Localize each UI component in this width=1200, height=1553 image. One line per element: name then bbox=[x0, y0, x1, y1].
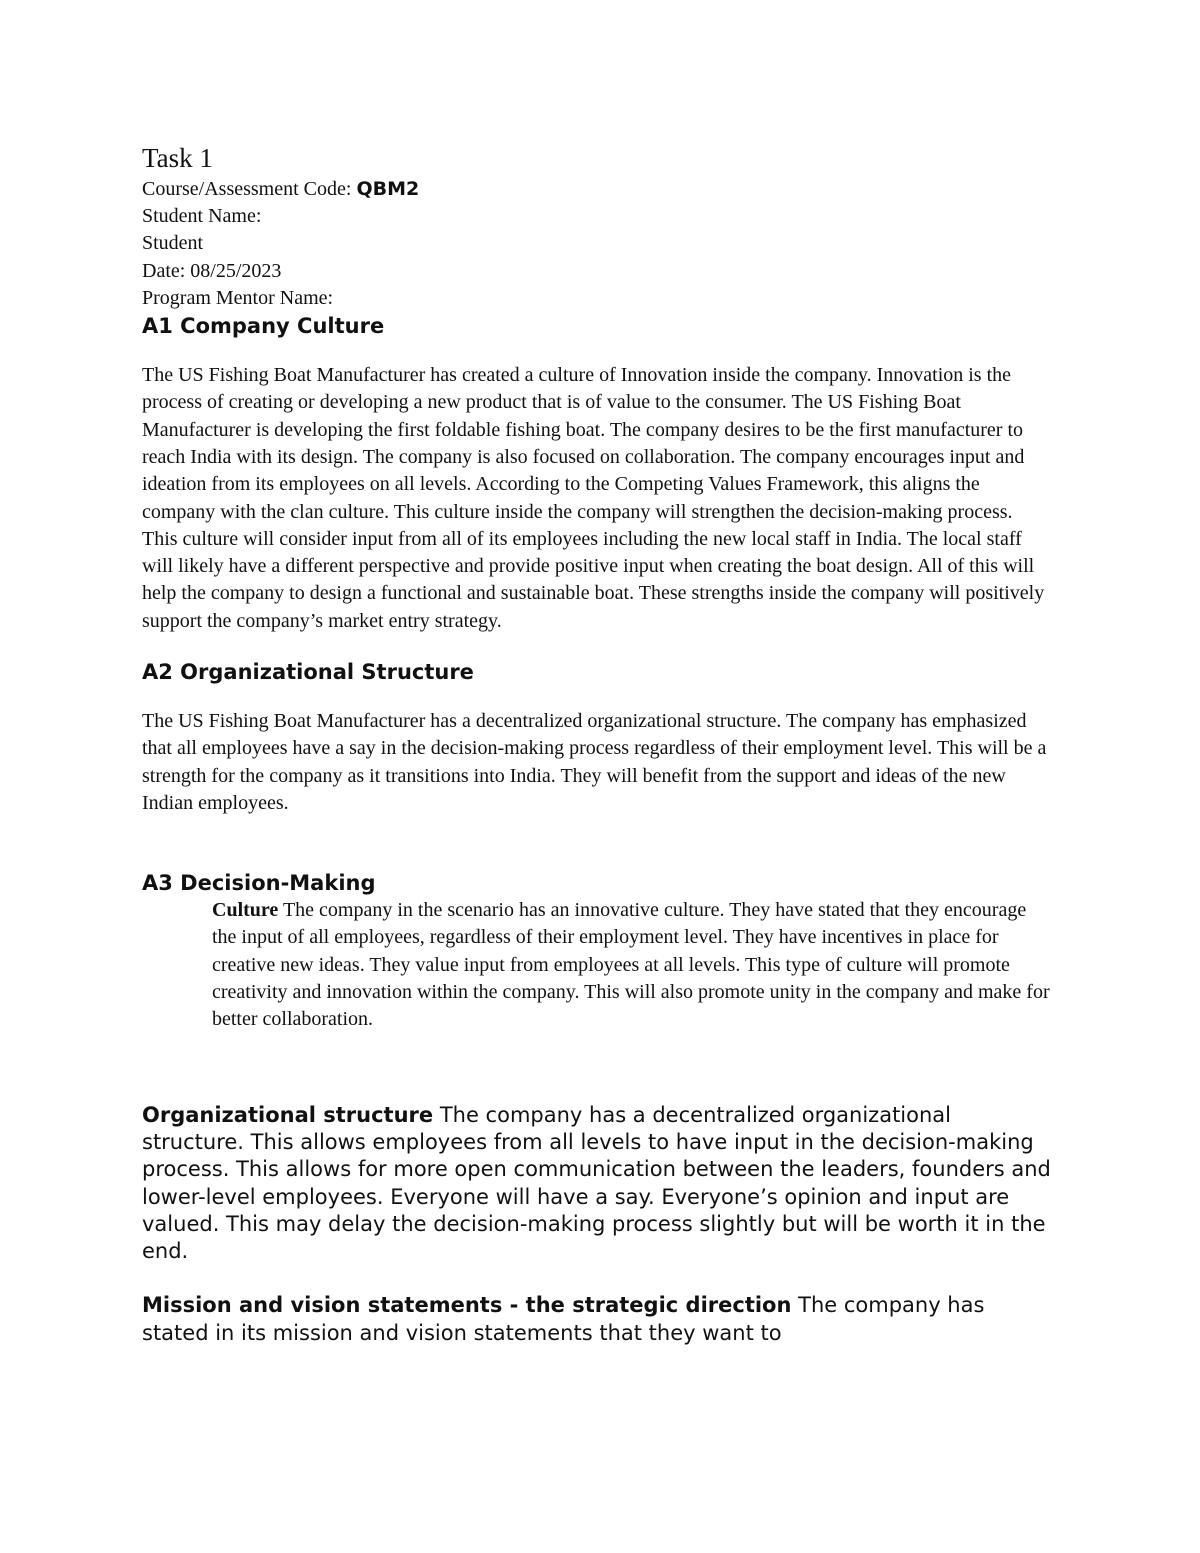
org-structure-label: Organizational structure bbox=[142, 1102, 434, 1127]
section-a1-heading: A1 Company Culture bbox=[142, 314, 385, 339]
document-page bbox=[142, 140, 1052, 1347]
course-code-value: QBM2 bbox=[356, 178, 420, 200]
culture-paragraph bbox=[212, 897, 1052, 1033]
org-structure-paragraph bbox=[142, 1102, 1052, 1266]
mission-vision-body: The company has stated in its mission and vision statements that they want to bbox=[142, 1293, 985, 1345]
org-structure-body: The company has a decentralized organizational structure. This allows employees from all levels to have input in the decision-making process. This allows for more open communication between the leaders, founders and lower-level employees. Everyone will have a say. Everyone’s opinion and input are valued. This may delay the decision-making process slightly but will be worth it in the end. bbox=[142, 1102, 1051, 1264]
section-a1-body: The US Fishing Boat Manufacturer has created a culture of Innovation inside the company. Innovation is the process of creating or developing a new product that is of value to the consumer. The US Fishing Boat Manufacturer is developing the first foldable fishing boat. The company desires to be the first manufacturer to reach India with its design. The company is also focused on collaboration. The company encourages input and ideation from its employees on all levels. According to the Competing Values Framework, this aligns the company with the clan culture. This culture inside the company will strengthen the decision-making process. This culture will consider input from all of its employees including the new local staff in India. The local staff will likely have a different perspective and provide positive input when creating the boat design. All of this will help the company to design a functional and sustainable boat. These strengths inside the company will positively support the company’s market entry strategy. bbox=[142, 364, 1045, 632]
section-a3-heading: A3 Decision-Making bbox=[142, 871, 376, 896]
mission-vision-paragraph bbox=[142, 1292, 1052, 1347]
section-a2-heading: A2 Organizational Structure bbox=[142, 659, 474, 684]
section-a2-body: The US Fishing Boat Manufacturer has a decentralized organizational structure. The company has emphasized that all employees have a say in the decision-making process regardless of their employment level. This will be a strength for the company as it transitions into India. They will benefit from the support and ideas of the new Indian employees. bbox=[142, 709, 1047, 814]
page-title: Task 1 bbox=[142, 143, 213, 173]
student-name-value: Student bbox=[142, 232, 204, 255]
course-code-line bbox=[142, 176, 1052, 203]
mentor-name-label: Program Mentor Name: bbox=[142, 286, 334, 309]
student-name-label: Student Name: bbox=[142, 205, 262, 228]
mission-vision-label: Mission and vision statements - the strategic direction bbox=[142, 1293, 792, 1318]
date-line: Date: 08/25/2023 bbox=[142, 259, 282, 282]
course-code-label: Course/Assessment Code: bbox=[142, 178, 357, 200]
culture-label: Culture bbox=[212, 899, 279, 922]
culture-body: The company in the scenario has an innovative culture. They have stated that they encourage the input of all employees, regardless of their employment level. They have incentives in place for creative new ideas. They value input from employees at all levels. This type of culture will promote creativity and innovation within the company. This will also promote unity in the company and make for better collaboration. bbox=[212, 899, 1050, 1031]
